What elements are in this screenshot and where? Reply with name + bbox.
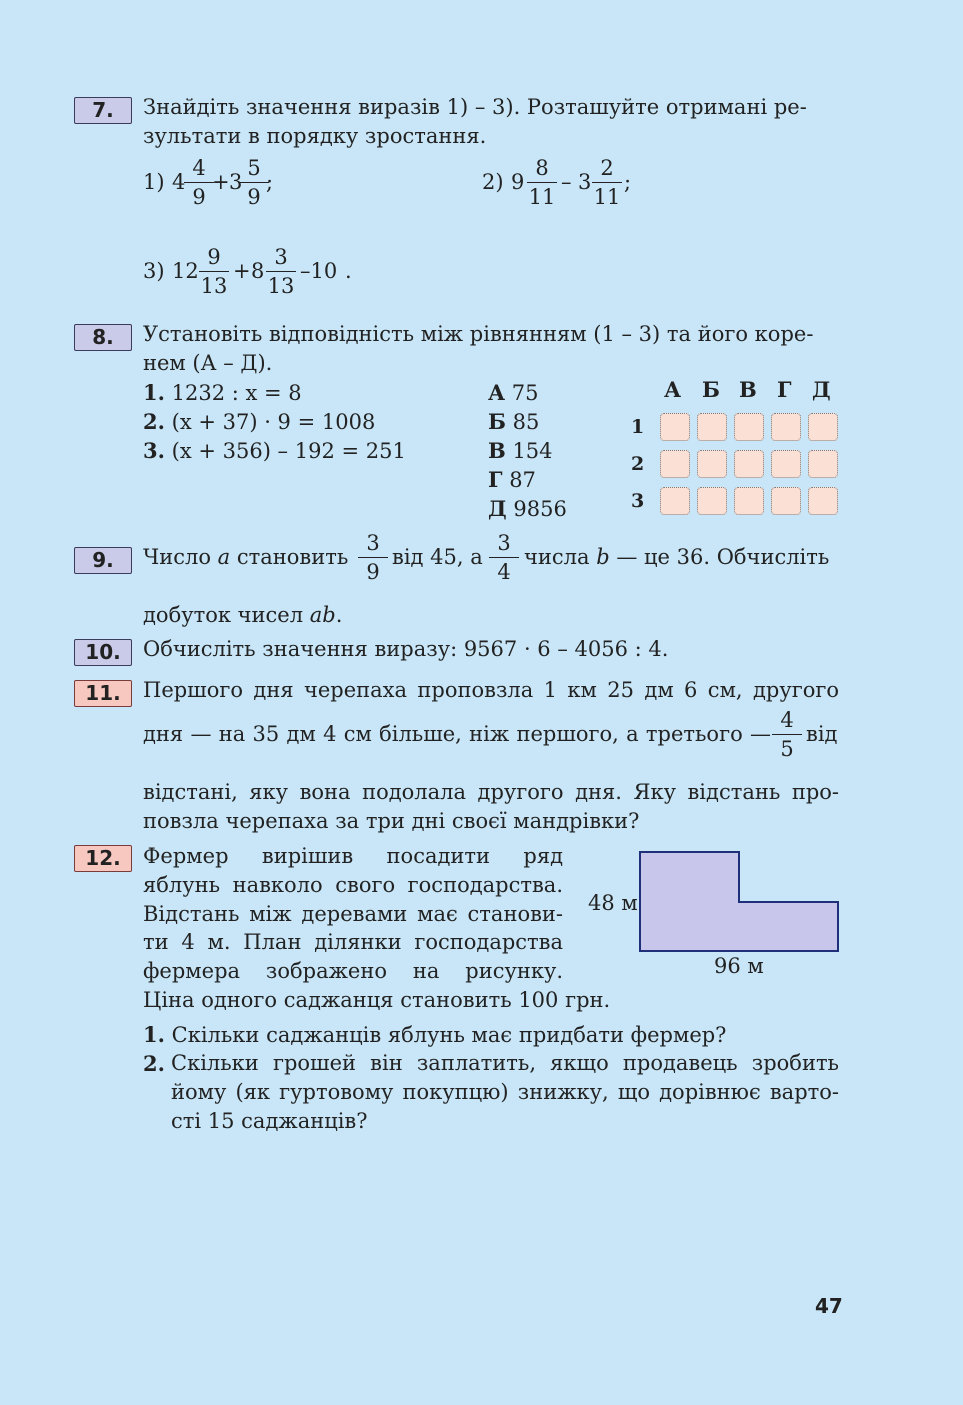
grid-col-header: Д: [812, 377, 831, 402]
task-8-line2: нем (А – Д).: [143, 351, 273, 375]
fraction: 4 9: [184, 156, 214, 209]
fraction: 5 9: [239, 156, 269, 209]
task-8-number: 8.: [74, 324, 132, 351]
task-8-line1: Установіть відповідність між рівнянням (1 – 3) та його коре-: [143, 322, 814, 346]
task-12-line4: ти 4 м. План ділянки господарства: [143, 930, 563, 954]
answer-g: Г 87: [488, 467, 536, 492]
grid-cell-3-a[interactable]: [660, 487, 690, 515]
task-7-line1: Знайдіть значення виразів 1) – 3). Розташуйте отримані ре-: [143, 95, 807, 119]
task-12-line5: фермера зображено на рисунку.: [143, 959, 563, 983]
task-12-line3: Відстань між деревами має станови-: [143, 902, 563, 926]
grid-cell-1-g[interactable]: [771, 413, 801, 441]
grid-cell-2-a[interactable]: [660, 450, 690, 478]
task-7-line2: зультати в порядку зростання.: [143, 124, 487, 148]
task-11-line3: відстані, яку вона подолала другого дня. Яку відстань про-: [143, 780, 839, 804]
grid-cell-3-g[interactable]: [771, 487, 801, 515]
grid-cell-1-a[interactable]: [660, 413, 690, 441]
grid-cell-2-d[interactable]: [808, 450, 838, 478]
task-11-line2: дня — на 35 дм 4 см більше, ніж першого, а третього —: [143, 722, 771, 746]
task-11-number: 11.: [74, 680, 132, 707]
task-9-number: 9.: [74, 547, 132, 574]
answer-v: В 154: [488, 438, 553, 463]
grid-col-header: А: [664, 377, 682, 402]
task-12-question-2-num: 2.: [143, 1051, 165, 1076]
figure-width-label: 96 м: [714, 954, 764, 978]
equation-3: 3. (x + 356) – 192 = 251: [143, 438, 406, 463]
fraction: 3 9: [358, 531, 388, 584]
answer-d: Д 9856: [488, 496, 567, 521]
equation-1: 1. 1232 : x = 8: [143, 380, 302, 405]
grid-row-header: 2: [631, 453, 645, 475]
task-9-line2: добуток чисел ab.: [143, 603, 343, 627]
task-12-line2: яблунь навколо свого господарства.: [143, 873, 563, 897]
fraction: 3 13: [267, 245, 295, 298]
grid-cell-1-v[interactable]: [734, 413, 764, 441]
task-11-line1: Першого дня черепаха проповзла 1 км 25 дм 6 см, другого: [143, 678, 839, 702]
grid-cell-2-v[interactable]: [734, 450, 764, 478]
grid-cell-1-b[interactable]: [697, 413, 727, 441]
task-12-line6: Ціна одного саджанця становить 100 грн.: [143, 988, 611, 1012]
grid-row-header: 3: [631, 490, 645, 512]
task-12-question-2-line2: йому (як гуртовому покупцю) знижку, що дорівнює варто-: [171, 1080, 839, 1104]
grid-cell-3-b[interactable]: [697, 487, 727, 515]
grid-col-header: Г: [777, 377, 792, 402]
figure-height-label: 48 м: [588, 891, 638, 915]
task-12-question-1: 1. Скільки саджанців яблунь має придбати фермер?: [143, 1022, 727, 1047]
task-12-line1: Фермер вирішив посадити ряд: [143, 844, 563, 868]
answer-a: А 75: [488, 380, 539, 405]
fraction: 2 11: [593, 156, 621, 209]
task-12-number: 12.: [74, 845, 132, 872]
fraction: 9 13: [200, 245, 228, 298]
task-11-line4: повзла черепаха за три дні своєї мандрівки?: [143, 809, 640, 833]
grid-cell-3-v[interactable]: [734, 487, 764, 515]
task-7-number: 7.: [74, 97, 132, 124]
farm-plan-figure: [630, 845, 850, 960]
farm-plot-shape: [640, 852, 838, 951]
task-9-text-2: від 45, а: [392, 545, 483, 569]
task-12-question-2-line3: сті 15 саджанців?: [171, 1109, 368, 1133]
task-12-question-2-line1: Скільки грошей він заплатить, якщо продавець зробить: [171, 1051, 839, 1075]
grid-row-header: 1: [631, 416, 645, 438]
equation-2: 2. (x + 37) · 9 = 1008: [143, 409, 376, 434]
grid-cell-2-b[interactable]: [697, 450, 727, 478]
fraction: 4 5: [772, 708, 802, 761]
grid-col-header: В: [739, 377, 757, 402]
answer-b: Б 85: [488, 409, 540, 434]
task-11-line2-end: від: [806, 722, 838, 746]
task-10-number: 10.: [74, 639, 132, 666]
task-10-line: Обчисліть значення виразу: 9567 · 6 – 4056 : 4.: [143, 637, 669, 661]
grid-cell-1-d[interactable]: [808, 413, 838, 441]
grid-cell-3-d[interactable]: [808, 487, 838, 515]
grid-col-header: Б: [702, 377, 720, 402]
page-number: 47: [815, 1294, 843, 1318]
task-9-text-3: числа b — це 36. Обчисліть: [524, 545, 830, 569]
task-9-text-1: Число a становить: [143, 545, 349, 569]
grid-cell-2-g[interactable]: [771, 450, 801, 478]
fraction: 3 4: [489, 531, 519, 584]
fraction: 8 11: [528, 156, 556, 209]
